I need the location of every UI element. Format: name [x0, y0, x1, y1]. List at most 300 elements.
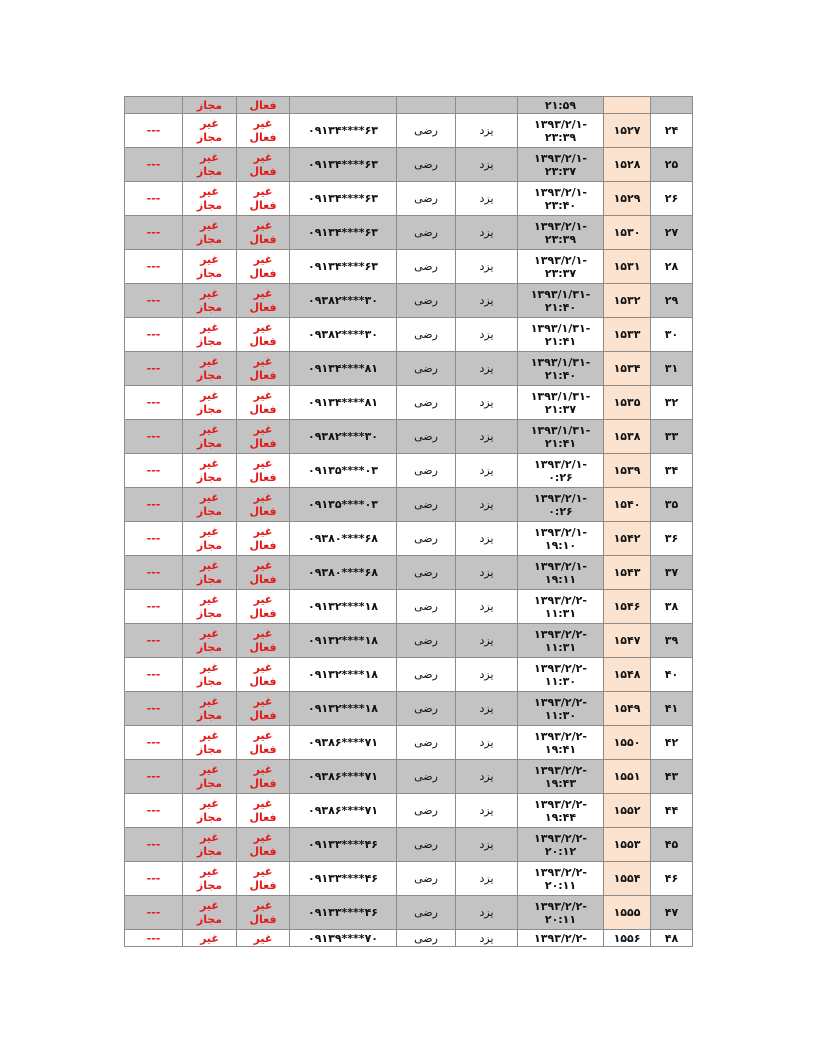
- date-value: ۱۳۹۳/۲/۱-: [534, 151, 587, 165]
- status-line-2: فعال: [249, 606, 277, 620]
- status-line-2: فعال: [249, 402, 277, 416]
- phone-cell: ۰۹۱۳۴****۶۳: [290, 216, 397, 250]
- permission-line-2: مجاز: [196, 266, 223, 280]
- phone-cell: ۰۹۱۳۴****۶۳: [290, 148, 397, 182]
- permission-line-1: غیر: [200, 660, 219, 674]
- datetime-cell: [518, 114, 604, 148]
- permission-line-1: غیر: [200, 524, 219, 538]
- index-cell: ۳۲: [651, 386, 693, 420]
- table-row: [125, 760, 693, 794]
- time-value: ۱۹:۱۰: [544, 538, 577, 552]
- index-cell: ۲۴: [651, 114, 693, 148]
- status-line-1: غیر: [253, 456, 273, 470]
- time-value: ۱۱:۳۱: [544, 606, 577, 620]
- permission-line-2: مجاز: [196, 164, 223, 178]
- datetime-cell: [518, 182, 604, 216]
- table-row: [125, 930, 693, 947]
- index-cell: ۳۶: [651, 522, 693, 556]
- permission-line-2: مجاز: [196, 402, 223, 416]
- permission-cell: مجاز: [183, 97, 237, 114]
- datetime-cell: ۲۱:۵۹: [518, 97, 604, 114]
- time-value: ۱۱:۳۱: [544, 640, 577, 654]
- name-cell: رضی: [397, 658, 456, 692]
- name-cell: رضی: [397, 828, 456, 862]
- city-cell: یزد: [456, 590, 518, 624]
- name-cell: رضی: [397, 352, 456, 386]
- table-row: [125, 624, 693, 658]
- code-cell: [604, 97, 651, 114]
- datetime-cell: [518, 590, 604, 624]
- permission-line-1: غیر: [200, 456, 219, 470]
- time-value: ۲۳:۳۷: [544, 266, 577, 280]
- datetime-cell: [518, 216, 604, 250]
- permission-cell: [183, 658, 237, 692]
- dash-cell: ---: [125, 828, 183, 862]
- code-cell: ۱۵۵۳: [604, 828, 651, 862]
- index-cell: ۴۵: [651, 828, 693, 862]
- index-cell: ۳۹: [651, 624, 693, 658]
- date-value: ۱۳۹۳/۲/۱-: [534, 185, 587, 199]
- datetime-cell: [518, 522, 604, 556]
- city-cell: یزد: [456, 488, 518, 522]
- city-cell: یزد: [456, 216, 518, 250]
- status-line-2: فعال: [249, 912, 277, 926]
- status-line-2: فعال: [249, 640, 277, 654]
- time-value: ۲۳:۳۹: [544, 130, 577, 144]
- status-line-2: فعال: [249, 130, 277, 144]
- phone-cell: ۰۹۳۸۶****۷۱: [290, 760, 397, 794]
- table-row: [125, 386, 693, 420]
- status-line-1: غیر: [253, 558, 273, 572]
- status-line-1: غیر: [253, 286, 273, 300]
- status-line-1: غیر: [253, 762, 273, 776]
- code-cell: ۱۵۳۰: [604, 216, 651, 250]
- permission-cell: [183, 182, 237, 216]
- name-cell: رضی: [397, 216, 456, 250]
- city-cell: یزد: [456, 454, 518, 488]
- records-table: [124, 96, 693, 947]
- time-value: ۱۱:۳۰: [544, 674, 577, 688]
- date-value: ۱۳۹۳/۱/۳۱-: [530, 389, 591, 403]
- date-value: ۱۳۹۳/۲/۱-: [534, 117, 587, 131]
- dash-cell: ---: [125, 658, 183, 692]
- status-line-2: فعال: [249, 538, 277, 552]
- status-cell: [237, 760, 290, 794]
- date-value: ۱۳۹۳/۲/۲-: [534, 797, 587, 811]
- status-line-2: فعال: [249, 164, 277, 178]
- permission-line-1: غیر: [200, 558, 219, 572]
- permission-line-2: مجاز: [196, 470, 223, 484]
- table-row: [125, 692, 693, 726]
- index-cell: ۳۰: [651, 318, 693, 352]
- datetime-cell: [518, 386, 604, 420]
- status-cell: [237, 352, 290, 386]
- name-cell: رضی: [397, 386, 456, 420]
- date-value: ۱۳۹۳/۲/۲-: [534, 729, 587, 743]
- phone-cell: ۰۹۱۳۳****۴۶: [290, 862, 397, 896]
- phone-cell: ۰۹۱۳۲****۱۸: [290, 590, 397, 624]
- dash-cell: [125, 97, 183, 114]
- date-value: ۱۳۹۳/۲/۲-: [534, 865, 587, 879]
- permission-line-1: غیر: [200, 320, 219, 334]
- status-line-1: غیر: [253, 354, 273, 368]
- code-cell: ۱۵۳۳: [604, 318, 651, 352]
- name-cell: [397, 97, 456, 114]
- permission-line-2: مجاز: [196, 130, 223, 144]
- status-cell: [237, 556, 290, 590]
- city-cell: یزد: [456, 760, 518, 794]
- time-value: ۱۱:۳۰: [544, 708, 577, 722]
- status-cell: [237, 454, 290, 488]
- table-row: [125, 658, 693, 692]
- datetime-cell: [518, 624, 604, 658]
- date-value: ۱۳۹۳/۲/۱-: [534, 559, 587, 573]
- city-cell: یزد: [456, 352, 518, 386]
- name-cell: رضی: [397, 318, 456, 352]
- phone-cell: ۰۹۱۳۴****۶۳: [290, 182, 397, 216]
- permission-line-1: غیر: [200, 422, 219, 436]
- permission-cell: [183, 862, 237, 896]
- table-row: [125, 556, 693, 590]
- phone-cell: ۰۹۱۳۵****۰۳: [290, 454, 397, 488]
- date-value: ۱۳۹۳/۲/۱-: [534, 525, 587, 539]
- index-cell: ۴۸: [651, 930, 693, 947]
- dash-cell: ---: [125, 896, 183, 930]
- name-cell: رضی: [397, 148, 456, 182]
- index-cell: ۲۹: [651, 284, 693, 318]
- index-cell: ۳۴: [651, 454, 693, 488]
- permission-line-1: غیر: [200, 286, 219, 300]
- index-cell: ۳۷: [651, 556, 693, 590]
- city-cell: یزد: [456, 148, 518, 182]
- status-line-1: غیر: [253, 626, 273, 640]
- time-value: ۱۹:۴۳: [544, 776, 577, 790]
- dash-cell: ---: [125, 794, 183, 828]
- status-line-1: غیر: [253, 150, 273, 164]
- city-cell: یزد: [456, 284, 518, 318]
- status-line-1: غیر: [253, 218, 273, 232]
- name-cell: رضی: [397, 794, 456, 828]
- date-value: ۱۳۹۳/۱/۳۱-: [530, 355, 591, 369]
- permission-cell: [183, 794, 237, 828]
- status-cell: [237, 284, 290, 318]
- permission-line-1: غیر: [200, 218, 219, 232]
- city-cell: یزد: [456, 250, 518, 284]
- permission-cell: [183, 454, 237, 488]
- permission-cell: [183, 488, 237, 522]
- permission-cell: [183, 522, 237, 556]
- permission-line-1: غیر: [200, 116, 219, 130]
- date-value: ۱۳۹۳/۲/۲-: [534, 899, 587, 913]
- permission-line-1: غیر: [200, 388, 219, 402]
- index-cell: ۲۵: [651, 148, 693, 182]
- dash-cell: ---: [125, 352, 183, 386]
- datetime-cell: [518, 556, 604, 590]
- status-line-1: غیر: [253, 592, 273, 606]
- permission-line-2: مجاز: [196, 878, 223, 892]
- status-cell: [237, 828, 290, 862]
- permission-cell: [183, 250, 237, 284]
- status-line-1: غیر: [253, 796, 273, 810]
- permission-cell: [183, 386, 237, 420]
- permission-cell: [183, 148, 237, 182]
- city-cell: [456, 97, 518, 114]
- status-line-2: فعال: [249, 776, 277, 790]
- name-cell: رضی: [397, 726, 456, 760]
- dash-cell: ---: [125, 692, 183, 726]
- permission-cell: [183, 318, 237, 352]
- dash-cell: ---: [125, 454, 183, 488]
- city-cell: یزد: [456, 862, 518, 896]
- table-row: [125, 828, 693, 862]
- dash-cell: ---: [125, 420, 183, 454]
- code-cell: ۱۵۵۲: [604, 794, 651, 828]
- datetime-cell: [518, 828, 604, 862]
- status-line-2: فعال: [249, 470, 277, 484]
- status-line-1: غیر: [253, 694, 273, 708]
- time-value: ۲۳:۳۷: [544, 164, 577, 178]
- dash-cell: ---: [125, 488, 183, 522]
- phone-cell: ۰۹۱۳۲****۱۸: [290, 624, 397, 658]
- code-cell: ۱۵۵۱: [604, 760, 651, 794]
- datetime-cell: [518, 726, 604, 760]
- dash-cell: ---: [125, 862, 183, 896]
- status-cell: [237, 726, 290, 760]
- phone-cell: ۰۹۳۸۰****۶۸: [290, 522, 397, 556]
- permission-line-2: مجاز: [196, 742, 223, 756]
- name-cell: رضی: [397, 454, 456, 488]
- dash-cell: ---: [125, 284, 183, 318]
- name-cell: رضی: [397, 250, 456, 284]
- datetime-cell: [518, 488, 604, 522]
- index-cell: ۴۷: [651, 896, 693, 930]
- permission-line-2: مجاز: [196, 368, 223, 382]
- code-cell: ۱۵۲۸: [604, 148, 651, 182]
- city-cell: یزد: [456, 930, 518, 947]
- permission-cell: [183, 352, 237, 386]
- status-cell: فعال: [237, 97, 290, 114]
- index-cell: ۴۳: [651, 760, 693, 794]
- status-cell: [237, 590, 290, 624]
- city-cell: یزد: [456, 794, 518, 828]
- code-cell: ۱۵۴۲: [604, 522, 651, 556]
- permission-line-2: مجاز: [196, 572, 223, 586]
- permission-line-2: مجاز: [196, 708, 223, 722]
- status-cell: [237, 318, 290, 352]
- time-value: ۲۱:۴۱: [544, 436, 577, 450]
- status-cell: [237, 114, 290, 148]
- city-cell: یزد: [456, 318, 518, 352]
- status-line-2: فعال: [249, 368, 277, 382]
- time-value: ۲۰:۱۲: [544, 844, 577, 858]
- index-cell: ۲۶: [651, 182, 693, 216]
- index-cell: ۴۴: [651, 794, 693, 828]
- permission-line-1: غیر: [200, 592, 219, 606]
- code-cell: ۱۵۴۰: [604, 488, 651, 522]
- permission-cell: [183, 726, 237, 760]
- city-cell: یزد: [456, 556, 518, 590]
- phone-cell: ۰۹۳۸۲****۳۰: [290, 318, 397, 352]
- datetime-cell: [518, 862, 604, 896]
- code-cell: ۱۵۴۹: [604, 692, 651, 726]
- status-line-1: غیر: [253, 898, 273, 912]
- index-cell: ۳۱: [651, 352, 693, 386]
- datetime-cell: [518, 760, 604, 794]
- time-value: ۱۹:۴۱: [544, 742, 577, 756]
- dash-cell: ---: [125, 114, 183, 148]
- code-cell: ۱۵۵۰: [604, 726, 651, 760]
- code-cell: ۱۵۵۶: [604, 930, 651, 947]
- status-line-2: فعال: [249, 232, 277, 246]
- table-row: [125, 114, 693, 148]
- status-cell: [237, 862, 290, 896]
- status-line-2: فعال: [249, 300, 277, 314]
- date-value: ۱۳۹۳/۲/۲-: [534, 627, 587, 641]
- dash-cell: ---: [125, 556, 183, 590]
- permission-cell: [183, 216, 237, 250]
- status-line-1: غیر: [253, 422, 273, 436]
- status-line-2: فعال: [249, 266, 277, 280]
- table-row: [125, 454, 693, 488]
- name-cell: رضی: [397, 556, 456, 590]
- index-cell: ۴۰: [651, 658, 693, 692]
- code-cell: ۱۵۴۷: [604, 624, 651, 658]
- permission-line-1: غیر: [200, 626, 219, 640]
- status-line-1: غیر: [253, 184, 273, 198]
- table-row: [125, 794, 693, 828]
- status-cell: [237, 692, 290, 726]
- index-cell: ۳۸: [651, 590, 693, 624]
- status-cell: [237, 386, 290, 420]
- permission-line-1: غیر: [200, 490, 219, 504]
- name-cell: رضی: [397, 114, 456, 148]
- status-line-2: فعال: [249, 708, 277, 722]
- status-line-1: غیر: [253, 490, 273, 504]
- status-line-1: غیر: [253, 864, 273, 878]
- name-cell: رضی: [397, 420, 456, 454]
- name-cell: رضی: [397, 862, 456, 896]
- permission-line-1: غیر: [200, 252, 219, 266]
- city-cell: یزد: [456, 182, 518, 216]
- time-value: ۰:۲۶: [548, 470, 573, 484]
- status-line-2: فعال: [249, 504, 277, 518]
- permission-line-1: غیر: [200, 694, 219, 708]
- permission-line-2: مجاز: [196, 640, 223, 654]
- permission-line-2: مجاز: [196, 912, 223, 926]
- status-cell: [237, 420, 290, 454]
- time-value: ۲۱:۳۷: [544, 402, 577, 416]
- dash-cell: ---: [125, 318, 183, 352]
- permission-line-2: مجاز: [196, 810, 223, 824]
- status-line-2: فعال: [249, 674, 277, 688]
- status-line-1: غیر: [253, 728, 273, 742]
- permission-line-1: غیر: [200, 184, 219, 198]
- permission-cell: [183, 896, 237, 930]
- code-cell: ۱۵۵۵: [604, 896, 651, 930]
- datetime-cell: [518, 658, 604, 692]
- permission-line-2: مجاز: [196, 436, 223, 450]
- date-value: ۱۳۹۳/۲/۱-: [534, 457, 587, 471]
- datetime-cell: [518, 148, 604, 182]
- phone-cell: ۰۹۱۳۴****۸۱: [290, 352, 397, 386]
- dash-cell: ---: [125, 760, 183, 794]
- status-line-2: فعال: [249, 844, 277, 858]
- status-cell: [237, 250, 290, 284]
- date-value: ۱۳۹۳/۲/۲-: [534, 695, 587, 709]
- status-cell: [237, 794, 290, 828]
- index-cell: ۳۳: [651, 420, 693, 454]
- name-cell: رضی: [397, 590, 456, 624]
- status-line-1: غیر: [253, 660, 273, 674]
- code-cell: ۱۵۳۸: [604, 420, 651, 454]
- status-cell: [237, 216, 290, 250]
- index-cell: [651, 97, 693, 114]
- permission-cell: [183, 692, 237, 726]
- date-value: ۱۳۹۳/۲/۲-: [534, 763, 587, 777]
- code-cell: ۱۵۲۹: [604, 182, 651, 216]
- date-value: ۱۳۹۳/۲/۱-: [534, 219, 587, 233]
- code-cell: ۱۵۳۱: [604, 250, 651, 284]
- name-cell: رضی: [397, 692, 456, 726]
- datetime-cell: [518, 250, 604, 284]
- datetime-cell: [518, 896, 604, 930]
- datetime-cell: ۱۳۹۳/۲/۲-: [518, 930, 604, 947]
- phone-cell: ۰۹۱۳۹****۷۰: [290, 930, 397, 947]
- city-cell: یزد: [456, 896, 518, 930]
- name-cell: رضی: [397, 896, 456, 930]
- datetime-cell: [518, 352, 604, 386]
- datetime-cell: [518, 420, 604, 454]
- permission-line-2: مجاز: [196, 776, 223, 790]
- permission-line-1: غیر: [200, 762, 219, 776]
- city-cell: یزد: [456, 624, 518, 658]
- code-cell: ۱۵۴۳: [604, 556, 651, 590]
- table-row: [125, 216, 693, 250]
- date-value: ۱۳۹۳/۲/۲-: [534, 593, 587, 607]
- city-cell: یزد: [456, 726, 518, 760]
- table-row: [125, 862, 693, 896]
- permission-cell: [183, 420, 237, 454]
- phone-cell: ۰۹۳۸۲****۳۰: [290, 284, 397, 318]
- phone-cell: ۰۹۱۳۳****۴۶: [290, 896, 397, 930]
- dash-cell: ---: [125, 148, 183, 182]
- status-cell: غیر: [237, 930, 290, 947]
- table-row: [125, 420, 693, 454]
- code-cell: ۱۵۵۴: [604, 862, 651, 896]
- permission-line-2: مجاز: [196, 334, 223, 348]
- table-row: [125, 522, 693, 556]
- status-line-2: فعال: [249, 334, 277, 348]
- datetime-cell: [518, 284, 604, 318]
- permission-line-2: مجاز: [196, 504, 223, 518]
- status-line-1: غیر: [253, 524, 273, 538]
- permission-line-1: غیر: [200, 796, 219, 810]
- status-line-1: غیر: [253, 252, 273, 266]
- city-cell: یزد: [456, 386, 518, 420]
- dash-cell: ---: [125, 216, 183, 250]
- dash-cell: ---: [125, 522, 183, 556]
- code-cell: ۱۵۴۶: [604, 590, 651, 624]
- date-value: ۱۳۹۳/۲/۲-: [534, 831, 587, 845]
- phone-cell: ۰۹۱۳۴****۸۱: [290, 386, 397, 420]
- time-value: ۱۹:۱۱: [544, 572, 577, 586]
- date-value: ۱۳۹۳/۲/۲-: [534, 661, 587, 675]
- permission-cell: [183, 760, 237, 794]
- name-cell: رضی: [397, 488, 456, 522]
- dash-cell: ---: [125, 386, 183, 420]
- permission-cell: [183, 556, 237, 590]
- city-cell: یزد: [456, 522, 518, 556]
